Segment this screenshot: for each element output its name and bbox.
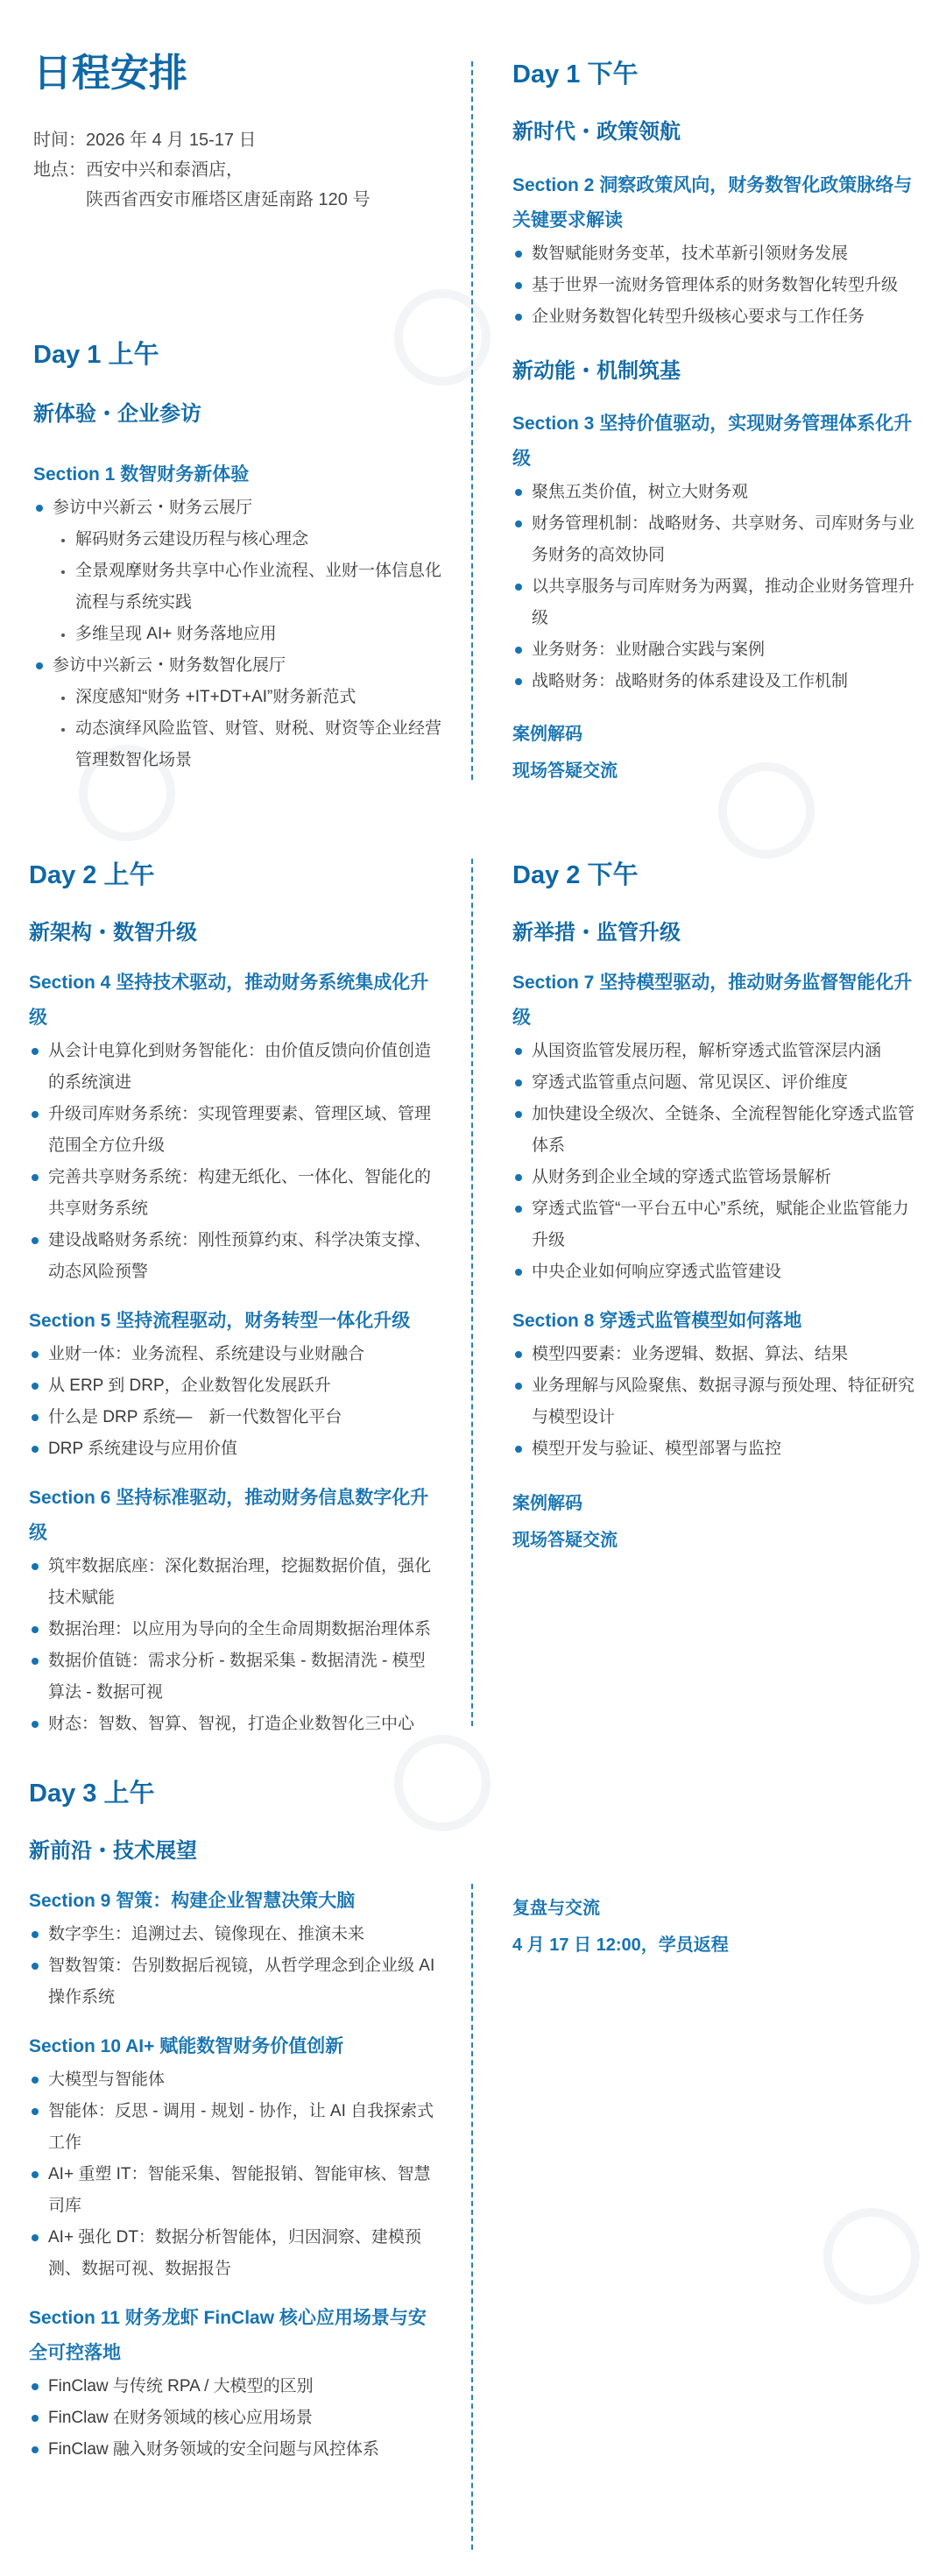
list-item: 数智赋能财务变革，技术革新引领财务发展	[512, 238, 915, 270]
section-title: Section 7 坚持模型驱动，推动财务监督智能化升级	[512, 972, 913, 1028]
list-item: 穿透式监管重点问题、常见误区、评价维度	[512, 1067, 920, 1099]
section-title: Section 3 坚持价值驱动，实现财务管理体系化升级	[512, 414, 913, 470]
day3-am	[29, 1779, 441, 2466]
sub-list	[53, 682, 445, 776]
section-title: Section 9 智策：构建企业智慧决策大脑	[29, 1890, 356, 1911]
list-item: 中央企业如何响应穿透式监管建设	[512, 1256, 920, 1288]
list-item: 模型开发与验证、模型部署与监控	[512, 1433, 920, 1465]
list-item: 从会计电算化到财务智能化：由价值反馈向价值创造的系统演进	[29, 1036, 441, 1099]
section-title: Section 1 数智财务新体验	[33, 464, 250, 485]
theme-title: 新架构・数智升级	[29, 920, 197, 945]
list-item: 财态：智数、智算、智视，打造企业数智化三中心	[29, 1709, 441, 1740]
list-item: 财务管理机制：战略财务、共享财务、司库财务与业务财务的高效协同	[512, 508, 915, 571]
list-item: 参访中兴新云・财务云展厅 解码财务云建设历程与核心理念 全景观摩财务共享中心作业流程、业财一体信息化流程与系统实践 多维呈现 AI+ 财务落地应用	[33, 492, 445, 650]
list-item: 参访中兴新云・财务数智化展厅 深度感知“财务 +IT+DT+AI”财务新范式 动态演绎风险监管、财管、财税、财资等企业经营管理数智化场景	[33, 650, 445, 776]
list-item: 业财一体：业务流程、系统建设与业财融合	[29, 1339, 441, 1370]
list-item: 数字孪生：追溯过去、镜像现在、推演未来	[29, 1919, 441, 1950]
day1-pm	[512, 60, 915, 787]
list-item: FinClaw 在财务领域的核心应用场景	[29, 2403, 441, 2434]
list-item: 基于世界一流财务管理体系的财务数智化转型升级	[512, 270, 915, 301]
list-item: 企业财务数智化转型升级核心要求与工作任务	[512, 301, 915, 333]
schedule-header	[33, 51, 454, 215]
section-title: Section 2 洞察政策风向，财务数智化政策脉络与关键要求解读	[512, 174, 913, 230]
day-title: Day 1 下午	[512, 60, 639, 88]
list-item: 聚焦五类价值，树立大财务观	[512, 477, 915, 508]
day-title: Day 3 上午	[29, 1780, 155, 1808]
day3-wrapup	[512, 1893, 915, 1961]
time-value: 2026 年 4 月 15-17 日	[86, 130, 257, 150]
location-value: 西安中兴和泰酒店， 陕西省西安市雁塔区唐延南路 120 号	[86, 159, 371, 209]
theme-title: 新时代・政策领航	[512, 119, 681, 144]
qa-label: 现场答疑交流	[512, 1530, 618, 1550]
list-item: AI+ 强化 DT：数据分析智能体，归因洞察、建模预测、数据可视、数据报告	[29, 2222, 441, 2285]
section-title: Section 10 AI+ 赋能数智财务价值创新	[29, 2035, 344, 2056]
list-item: 升级司库财务系统：实现管理要素、管理区域、管理范围全方位升级	[29, 1099, 441, 1162]
section-title: Section 6 坚持标准驱动，推动财务信息数字化升级	[29, 1487, 429, 1543]
case-study-label: 案例解码	[512, 1493, 582, 1513]
column-divider	[471, 1884, 473, 2550]
list-item: 业务财务：业财融合实践与案例	[512, 634, 915, 666]
sub-list	[53, 524, 445, 650]
day1-am	[33, 340, 445, 776]
return-time: 4 月 17 日 12:00，学员返程	[512, 1936, 729, 1955]
list-item: 智数智策：告别数据后视镜，从哲学理念到企业级 AI 操作系统	[29, 1950, 441, 2013]
list-item: 从财务到企业全域的穿透式监管场景解析	[512, 1162, 920, 1193]
item-list	[33, 492, 445, 776]
location-label: 地点：	[33, 159, 86, 180]
item-list	[512, 1036, 920, 1288]
list-item: 筑牢数据底座：深化数据治理，挖掘数据价值，强化技术赋能	[29, 1551, 441, 1614]
list-item: 以共享服务与司库财务为两翼，推动企业财务管理升级	[512, 571, 915, 634]
day-title: Day 1 上午	[33, 341, 159, 369]
case-study-label: 案例解码	[512, 725, 582, 745]
sub-list-item: 深度感知“财务 +IT+DT+AI”财务新范式	[61, 682, 445, 713]
location-row	[33, 155, 454, 215]
item-list	[29, 2064, 441, 2285]
item-list	[512, 1339, 920, 1465]
theme-title: 新体验・企业参访	[33, 401, 201, 426]
review-label: 复盘与交流	[512, 1899, 600, 1918]
list-item: 完善共享财务系统：构建无纸化、一体化、智能化的共享财务系统	[29, 1162, 441, 1225]
day2-pm	[512, 860, 920, 1556]
sub-list-item: 动态演绎风险监管、财管、财税、财资等企业经营管理数智化场景	[61, 713, 445, 776]
list-item: 智能体：反思 - 调用 - 规划 - 协作，让 AI 自我探索式工作	[29, 2096, 441, 2159]
watermark-icon	[823, 2208, 920, 2304]
day-title: Day 2 下午	[512, 861, 639, 889]
item-list	[29, 1339, 441, 1465]
section-title: Section 8 穿透式监管模型如何落地	[512, 1310, 802, 1331]
list-item: 建设战略财务系统：刚性预算约束、科学决策支撑、动态风险预警	[29, 1225, 441, 1288]
list-item: 从 ERP 到 DRP，企业数智化发展跃升	[29, 1370, 441, 1402]
list-item: 穿透式监管“一平台五中心”系统，赋能企业监管能力升级	[512, 1193, 920, 1256]
item-list	[29, 1036, 441, 1288]
theme-title: 新前沿・技术展望	[29, 1838, 197, 1863]
sub-list-item: 全景观摩财务共享中心作业流程、业财一体信息化流程与系统实践	[61, 556, 445, 619]
list-item: 加快建设全级次、全链条、全流程智能化穿透式监管体系	[512, 1099, 920, 1162]
theme-title: 新举措・监管升级	[512, 920, 681, 945]
list-item: 数据价值链：需求分析 - 数据采集 - 数据清洗 - 模型算法 - 数据可视	[29, 1645, 441, 1709]
list-item: 模型四要素：业务逻辑、数据、算法、结果	[512, 1339, 920, 1370]
list-item: AI+ 重塑 IT：智能采集、智能报销、智能审核、智慧司库	[29, 2159, 441, 2222]
item-list	[29, 2371, 441, 2466]
item-list	[512, 477, 915, 697]
list-item: 业务理解与风险聚焦、数据寻源与预处理、特征研究与模型设计	[512, 1370, 920, 1433]
sub-list-item: 多维呈现 AI+ 财务落地应用	[61, 619, 445, 650]
schedule-info	[33, 125, 454, 215]
item-list	[512, 238, 915, 333]
time-row	[33, 125, 454, 155]
list-item: DRP 系统建设与应用价值	[29, 1433, 441, 1465]
section-title: Section 11 财务龙虾 FinClaw 核心应用场景与安全可控落地	[29, 2307, 427, 2363]
list-item: 大模型与智能体	[29, 2064, 441, 2096]
sub-list-item: 解码财务云建设历程与核心理念	[61, 524, 445, 556]
section-title: Section 4 坚持技术驱动，推动财务系统集成化升级	[29, 972, 429, 1028]
page-title: 日程安排	[33, 52, 187, 95]
time-label: 时间：	[33, 130, 86, 150]
theme-title: 新动能・机制筑基	[512, 358, 681, 383]
day-title: Day 2 上午	[29, 861, 155, 889]
list-item: FinClaw 融入财务领域的安全问题与风控体系	[29, 2434, 441, 2466]
qa-label: 现场答疑交流	[512, 761, 618, 782]
day2-am	[29, 860, 441, 1740]
item-list	[29, 1919, 441, 2013]
list-item: 战略财务：战略财务的体系建设及工作机制	[512, 666, 915, 697]
column-divider	[471, 859, 473, 1726]
item-list	[29, 1551, 441, 1740]
list-item: FinClaw 与传统 RPA / 大模型的区别	[29, 2371, 441, 2403]
list-item: 什么是 DRP 系统— 新一代数智化平台	[29, 1402, 441, 1433]
list-item: 从国资监管发展历程，解析穿透式监管深层内涵	[512, 1036, 920, 1067]
column-divider	[471, 61, 473, 780]
section-title: Section 5 坚持流程驱动，财务转型一体化升级	[29, 1310, 411, 1331]
list-item: 数据治理：以应用为导向的全生命周期数据治理体系	[29, 1614, 441, 1645]
